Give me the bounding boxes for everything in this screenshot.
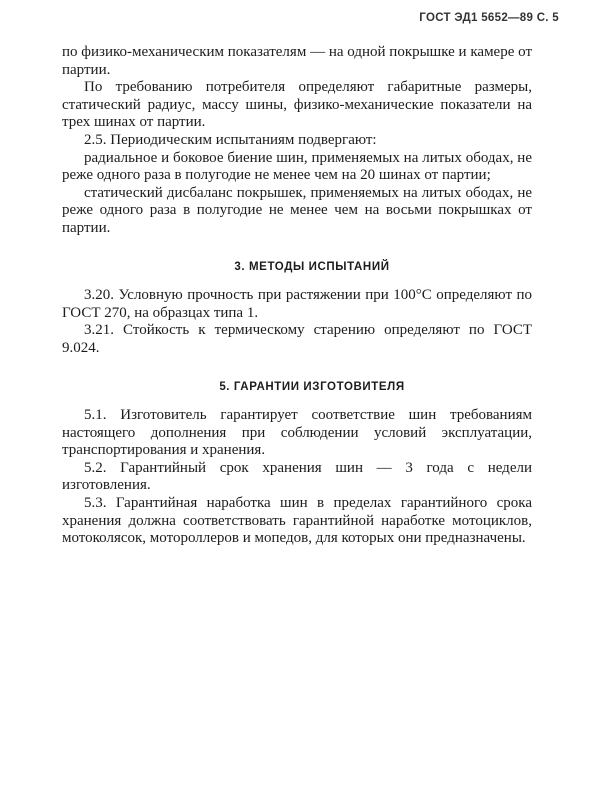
page-header: ГОСТ ЭД1 5652—89 С. 5 bbox=[419, 12, 559, 24]
paragraph-consumer-request: По требованию потребителя определяют габаритные размеры, статический радиус, массу шины, физико-механические показатели на трех шинах от партии. bbox=[62, 79, 532, 131]
paragraph-physical-mechanical: по физико-механическим показателям — на одной покрышке и камере от партии. bbox=[62, 44, 532, 78]
spacer bbox=[62, 238, 532, 259]
paragraph-5-3: 5.3. Гарантийная наработка шин в пределах гарантийного срока хранения должна соответствовать гарантийной наработке мотоциклов, мотоколясок, мотороллеров и мопедов, для которых они предназначены. bbox=[62, 495, 532, 547]
document-body bbox=[62, 44, 532, 548]
section-title-test-methods: 3. МЕТОДЫ ИСПЫТАНИЙ bbox=[234, 260, 390, 273]
paragraph-2-5: 2.5. Периодическим испытаниям подвергают: bbox=[84, 131, 377, 148]
paragraph-3-21: 3.21. Стойкость к термическому старению определяют по ГОСТ 9.024. bbox=[62, 322, 532, 356]
paragraph-5-2: 5.2. Гарантийный срок хранения шин — 3 года с недели изготовления. bbox=[62, 459, 532, 494]
paragraph-static-imbalance: статический дисбаланс покрышек, применяемых на литых ободах, не реже одного раза в полугодие не менее чем на восьми покрышках от партии. bbox=[62, 184, 532, 236]
paragraph-3-20: 3.20. Условную прочность при растяжении при 100°С определяют по ГОСТ 270, на образцах типа 1. bbox=[62, 287, 532, 321]
spacer bbox=[62, 396, 532, 407]
section-title-manufacturer-warranty: 5. ГАРАНТИИ ИЗГОТОВИТЕЛЯ bbox=[219, 380, 405, 393]
spacer bbox=[62, 276, 532, 287]
paragraph-5-1: 5.1. Изготовитель гарантирует соответствие шин требованиям настоящего дополнения при соблюдении условий эксплуатации, транспортирования и хранения. bbox=[62, 407, 532, 459]
spacer bbox=[62, 358, 532, 379]
paragraph-radial-runout: радиальное и боковое биение шин, применяемых на литых ободах, не реже одного раза в полугодие не менее чем на 20 шинах от партии; bbox=[62, 149, 532, 184]
